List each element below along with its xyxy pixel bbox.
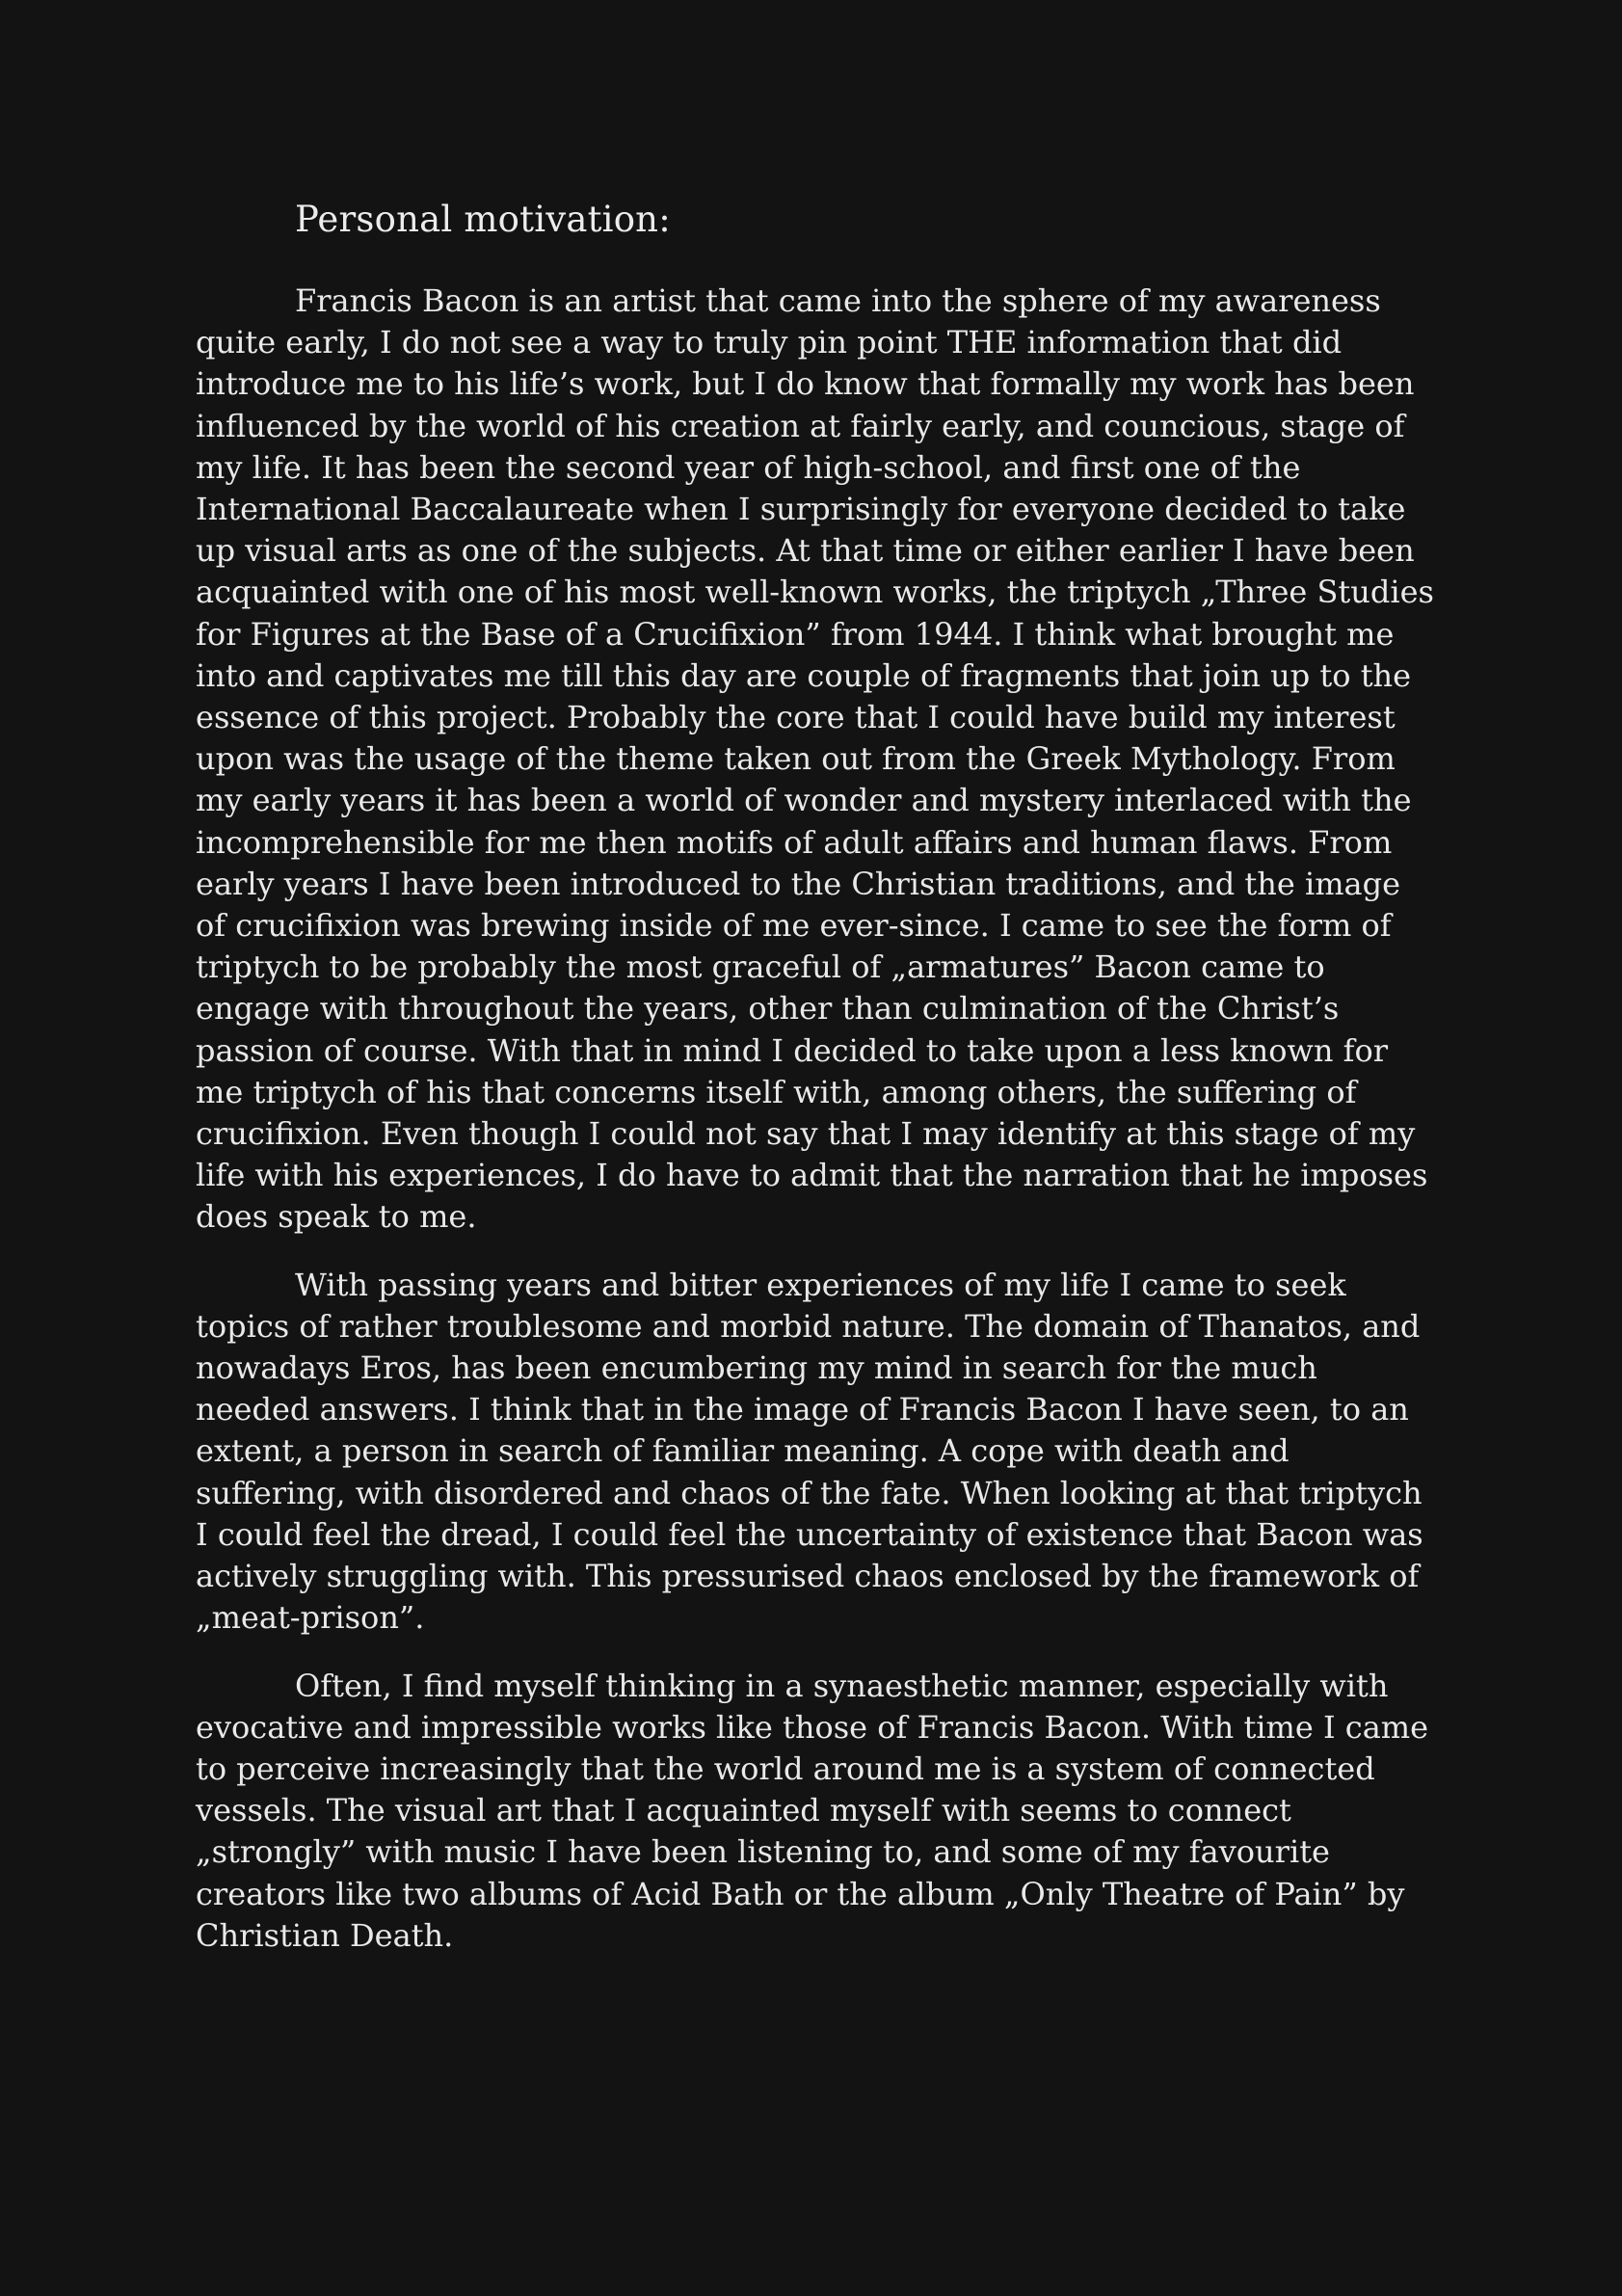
section-heading: Personal motivation:	[295, 199, 671, 240]
paragraph-2: With passing years and bitter experiences of my life I came to seek topics of rather troublesome and morbid nature. The domain of Thanatos, and nowadays Eros, has been encumbering my mind in search for the much needed answers. I think that in the image of Francis Bacon I have seen, to an extent, a person in search of familiar meaning. A cope with death and suffering, with disordered and chaos of the fate. When looking at that triptych I could feel the dread, I could feel the uncertainty of existence that Bacon was actively struggling with. This pressurised chaos enclosed by the framework of „meat-prison”.	[196, 1266, 1423, 1637]
document-body	[196, 193, 1439, 1983]
paragraph-3: Often, I find myself thinking in a synaesthetic manner, especially with evocative and impressible works like those of Francis Bacon. With time I came to perceive increasingly that the world around me is a system of connected vessels. The visual art that I acquainted myself with seems to connect „strongly” with music I have been listening to, and some of my favourite creators like two albums of Acid Bath or the album „Only Theatre of Pain” by Christian Death.	[196, 1667, 1429, 1954]
paragraph-1: Francis Bacon is an artist that came into the sphere of my awareness quite early, I do not see a way to truly pin point THE information that did introduce me to his life’s work, but I do know that formally my work has been influenced by the world of his creation at fairly early, and councious, stage of my life. It has been the second year of high-school, and first one of the International Baccalaureate when I surprisingly for everyone decided to take up visual arts as one of the subjects. At that time or either earlier I have been acquainted with one of his most well-known works, the triptych „Three Studies for Figures at the Base of a Crucifixion” from 1944. I think what brought me into and captivates me till this day are couple of fragments that join up to the essence of this project. Probably the core that I could have build my interest upon was the usage of the theme taken out from the Greek Mythology. From my early years it has been a world of wonder and mystery interlaced with the incomprehensible for me then motifs of adult affairs and human flaws. From early years I have been introduced to the Christian traditions, and the image of crucifixion was brewing inside of me ever-since. I came to see the form of triptych to be probably the most graceful of „armatures” Bacon came to engage with throughout the years, other than culmination of the Christ’s passion of course. With that in mind I decided to take upon a less known for me triptych of his that concerns itself with, among others, the suffering of crucifixion. Even though I could not say that I may identify at this stage of my life with his experiences, I do have to admit that the narration that he imposes does speak to me.	[196, 282, 1434, 1236]
